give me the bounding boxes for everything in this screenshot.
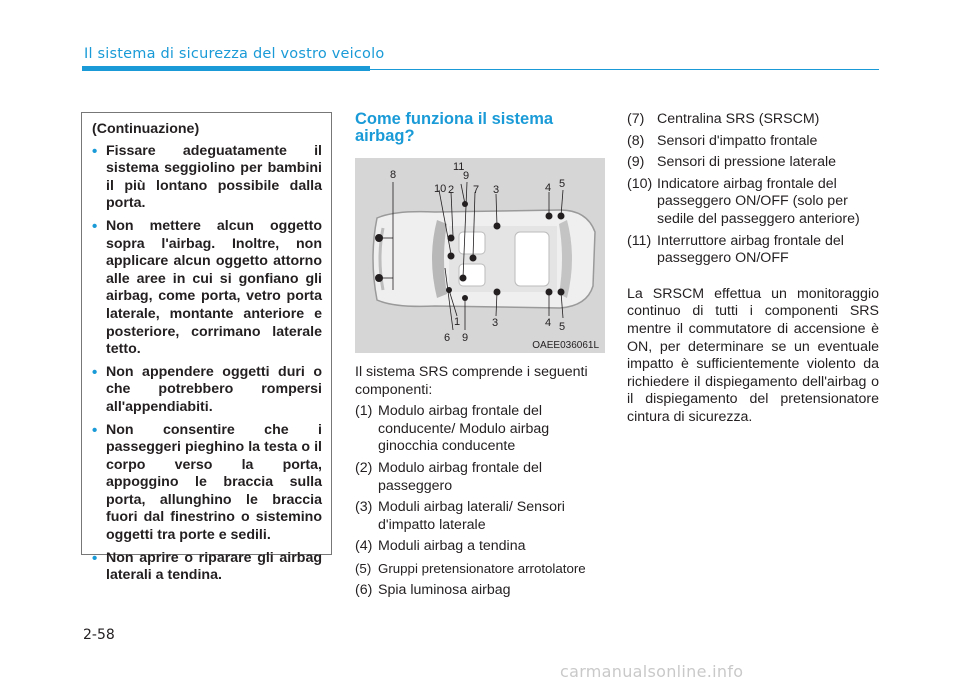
- bullet-icon: •: [92, 217, 98, 235]
- warning-box: [81, 112, 332, 584]
- bullet-icon: •: [92, 142, 98, 160]
- component-item: (6) Spia luminosa airbag: [355, 581, 511, 598]
- label-7: 7: [473, 184, 480, 196]
- label-11: 11: [453, 161, 465, 173]
- components-list-right: [627, 111, 879, 427]
- component-item: (8) Sensori d'impatto frontale: [627, 132, 818, 149]
- label-5-bottom: 5: [559, 321, 566, 333]
- component-item: (7) Centralina SRS (SRSCM): [627, 111, 820, 127]
- component-item: (2) Modulo airbag frontale del passeggero: [355, 459, 543, 494]
- warning-bullet: • Fissare adeguatamente il sistema seggiolino per bambini il più lontano possibile dalla porta.: [92, 142, 322, 212]
- component-item: (9) Sensori di pressione laterale: [627, 154, 837, 171]
- label-3-bottom: 3: [492, 317, 499, 329]
- car-topview-illustration: [355, 158, 605, 353]
- component-item: (1) Modulo airbag frontale del conducente/ Modulo airbag ginocchia conducente: [355, 403, 550, 455]
- label-1: 1: [454, 316, 461, 328]
- header-accent-bar: [82, 66, 370, 71]
- components-list-left: [355, 364, 605, 603]
- section-header-title: Il sistema di sicurezza del vostro veicolo: [84, 46, 385, 62]
- label-6: 6: [444, 332, 451, 344]
- section-title: Come funziona il sistema airbag?: [355, 110, 554, 145]
- watermark: carmanualsonline.info: [560, 662, 744, 681]
- label-10: 10: [434, 183, 447, 195]
- figure-code: OAEE036061L: [532, 340, 599, 351]
- label-9-top: 9: [463, 170, 470, 182]
- component-item: (10) Indicatore airbag frontale del passeggero ON/OFF (solo per sedile del passeggero anteriore): [627, 175, 860, 227]
- component-item: (3) Moduli airbag laterali/ Sensori d'impatto laterale: [355, 499, 565, 533]
- bullet-icon: •: [92, 363, 98, 381]
- srscm-paragraph: La SRSCM effettua un monitoraggio continuo di tutti i componenti SRS mentre il commutatore di accensione è ON, per determinare se un eventuale impatto è sufficientemente violento da richiedere il dispiegamento dell'airbag o il dispiegamento del pretensionatore cintura di sicurezza.: [627, 285, 879, 425]
- warning-bullet: • Non appendere oggetti duri o che potrebbero rompersi all'appendiabiti.: [92, 363, 322, 415]
- label-8: 8: [390, 169, 397, 181]
- warning-bullet: • Non consentire che i passeggeri pieghino la testa o il corpo verso la porta, appoggino le braccia sulla porta, allunghino le braccia fuori dal finestrino o sistemino oggetti tra porte e sedili.: [92, 421, 322, 544]
- label-9-bottom: 9: [462, 332, 469, 344]
- warning-continuation: (Continuazione): [92, 121, 200, 137]
- warning-bullet: • Non mettere alcun oggetto sopra l'airbag. Inoltre, non applicare alcun oggetto attorno alle aree in cui si gonfiano gli airbag, come porta, vetro porta laterale, montante anteriore e posteriore, corrimano laterale tetto.: [92, 217, 322, 358]
- component-item: (4) Moduli airbag a tendina: [355, 538, 526, 555]
- label-3-top: 3: [493, 184, 500, 196]
- bullet-icon: •: [92, 421, 98, 439]
- label-4-top: 4: [545, 182, 552, 194]
- bullet-icon: •: [92, 549, 98, 567]
- label-2: 2: [448, 184, 455, 196]
- component-item: (11) Interruttore airbag frontale del passeggero ON/OFF: [627, 232, 844, 267]
- warning-bullet: • Non aprire o riparare gli airbag laterali a tendina.: [92, 549, 322, 584]
- label-5-top: 5: [559, 178, 566, 190]
- airbag-diagram: [355, 158, 605, 353]
- components-intro: Il sistema SRS comprende i seguenti componenti:: [355, 364, 588, 398]
- label-4-bottom: 4: [545, 317, 552, 329]
- page-number: 2-58: [83, 627, 115, 643]
- warning-list: [92, 143, 322, 585]
- component-item: (5) Gruppi pretensionatore arrotolatore: [355, 560, 586, 576]
